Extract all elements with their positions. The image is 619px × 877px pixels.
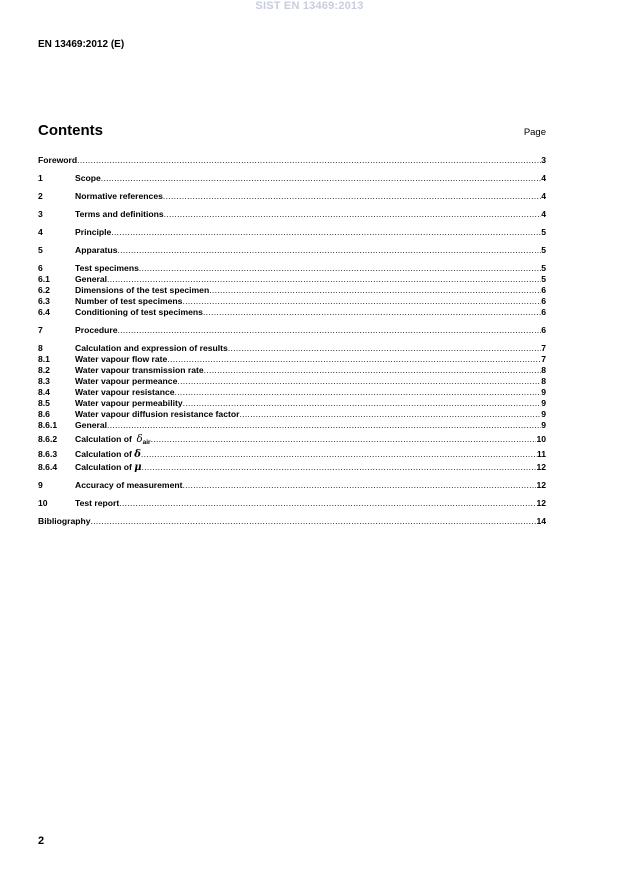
dot-leader (91, 516, 537, 526)
toc-entry-page: 4 (541, 173, 546, 183)
toc-entry-title: General (75, 420, 108, 430)
toc-entry-8-6-1[interactable] (38, 420, 546, 430)
toc-entry-test-report[interactable] (38, 498, 546, 508)
toc-entry-8-5[interactable] (38, 398, 546, 408)
toc-entry-number: 8.2 (38, 365, 50, 375)
toc-entry-title: Principle (75, 227, 112, 237)
toc-entry-6-4[interactable] (38, 307, 546, 317)
toc-entry-number: 7 (38, 325, 43, 335)
toc-entry-number: 8.6 (38, 409, 50, 419)
toc-entry-accuracy[interactable] (38, 480, 546, 490)
toc-entry-page: 3 (541, 155, 546, 165)
toc-entry-title: Foreword (38, 155, 78, 165)
toc-entry-title: Test report (75, 498, 120, 508)
toc-entry-title: Apparatus (75, 245, 118, 255)
toc-entry-page: 6 (541, 325, 546, 335)
dot-leader (119, 498, 536, 508)
dot-leader (175, 387, 542, 397)
dot-leader (204, 365, 542, 375)
toc-entry-number: 8.6.1 (38, 420, 58, 430)
toc-entry-number: 8.5 (38, 398, 50, 408)
toc-entry-page: 11 (536, 449, 546, 459)
toc-entry-6-3[interactable] (38, 296, 546, 306)
toc-entry-8-6-3[interactable] (38, 449, 546, 459)
toc-entry-title: Water vapour permeability (75, 398, 183, 408)
toc-entry-number: 8.6.3 (38, 449, 58, 459)
toc-entry-8-4[interactable] (38, 387, 546, 397)
toc-entry-page: 5 (541, 263, 546, 273)
toc-entry-apparatus[interactable] (38, 245, 546, 255)
toc-entry-number: 6.4 (38, 307, 50, 317)
dot-leader (77, 155, 541, 165)
toc-entry-page: 12 (536, 462, 546, 472)
toc-entry-title: Normative references (75, 191, 163, 201)
toc-entry-title-text: Calculation of (75, 434, 132, 444)
delta-symbol: δ (136, 434, 143, 445)
toc-entry-title (75, 449, 141, 460)
dot-leader (141, 449, 537, 459)
toc-entry-page: 12 (536, 480, 546, 490)
toc-entry-number: 6 (38, 263, 43, 273)
toc-entry-number: 1 (38, 173, 43, 183)
toc-entry-page: 9 (541, 420, 546, 430)
dot-leader (163, 191, 541, 201)
dot-leader (209, 285, 541, 295)
toc-entry-title: Water vapour transmission rate (75, 365, 204, 375)
standard-identifier: EN 13469:2012 (E) (38, 39, 125, 50)
dot-leader (118, 245, 542, 255)
toc-entry-test-specimens[interactable] (38, 263, 546, 273)
toc-entry-title: Water vapour diffusion resistance factor (75, 409, 240, 419)
dot-leader (142, 462, 537, 472)
watermark-text: SIST EN 13469:2013 (255, 0, 364, 12)
dot-leader (203, 307, 541, 317)
toc-entry-8-1[interactable] (38, 354, 546, 364)
toc-entry-page: 10 (536, 434, 546, 444)
toc-entry-title: Terms and definitions (75, 209, 164, 219)
toc-entry-page: 4 (541, 209, 546, 219)
toc-entry-calculation[interactable] (38, 343, 546, 353)
dot-leader (167, 354, 541, 364)
toc-entry-page: 6 (541, 285, 546, 295)
toc-entry-6-1[interactable] (38, 274, 546, 284)
toc-entry-8-6[interactable] (38, 409, 546, 419)
toc-entry-8-6-4[interactable] (38, 462, 546, 472)
toc-entry-number: 8.6.2 (38, 434, 58, 444)
dot-leader (139, 263, 541, 273)
toc-entry-title: Procedure (75, 325, 118, 335)
dot-leader (111, 227, 541, 237)
toc-entry-page: 12 (536, 498, 546, 508)
toc-entry-number: 2 (38, 191, 43, 201)
toc-entry-number: 6.2 (38, 285, 50, 295)
toc-entry-bibliography[interactable] (38, 516, 546, 526)
toc-entry-page: 14 (536, 516, 546, 526)
toc-entry-title-text: Calculation of (75, 462, 132, 472)
toc-entry-title: Accuracy of measurement (75, 480, 183, 490)
toc-entry-title: Water vapour flow rate (75, 354, 168, 364)
toc-entry-title: Calculation and expression of results (75, 343, 228, 353)
dot-leader (151, 434, 537, 444)
toc-entry-title: Number of test specimens (75, 296, 183, 306)
toc-entry-page: 9 (541, 398, 546, 408)
toc-entry-page: 6 (541, 307, 546, 317)
dot-leader (182, 296, 541, 306)
toc-entry-page: 8 (541, 365, 546, 375)
dot-leader (107, 274, 541, 284)
toc-entry-number: 4 (38, 227, 43, 237)
toc-entry-scope[interactable] (38, 173, 546, 183)
toc-entry-number: 3 (38, 209, 43, 219)
toc-entry-number: 9 (38, 480, 43, 490)
dot-leader (101, 173, 541, 183)
toc-entry-number: 8.6.4 (38, 462, 58, 472)
toc-entry-6-2[interactable] (38, 285, 546, 295)
toc-entry-title: Dimensions of the test specimen (75, 285, 210, 295)
dot-leader (239, 409, 541, 419)
toc-entry-page: 9 (541, 409, 546, 419)
toc-entry-foreword[interactable] (38, 155, 546, 165)
dot-leader (118, 325, 542, 335)
toc-entry-title: Conditioning of test specimens (75, 307, 203, 317)
toc-entry-8-3[interactable] (38, 376, 546, 386)
delta-symbol: δ (134, 449, 141, 460)
dot-leader (164, 209, 542, 219)
dot-leader (107, 420, 541, 430)
toc-entry-title: General (75, 274, 108, 284)
toc-entry-title: Bibliography (38, 516, 91, 526)
toc-entry-page: 9 (541, 387, 546, 397)
toc-entry-terms-and-definitions[interactable] (38, 209, 546, 219)
page-number: 2 (38, 835, 45, 847)
toc-entry-page: 7 (541, 343, 546, 353)
toc-entry-title-text: Calculation of (75, 449, 132, 459)
toc-entry-title: Water vapour permeance (75, 376, 178, 386)
toc-entry-number: 8.3 (38, 376, 50, 386)
toc-entry-number: 8.4 (38, 387, 50, 397)
dot-leader (228, 343, 541, 353)
toc-entry-title: Water vapour resistance (75, 387, 175, 397)
dot-leader (183, 398, 542, 408)
toc-entry-page: 7 (541, 354, 546, 364)
toc-entry-title (75, 434, 151, 448)
toc-entry-8-2[interactable] (38, 365, 546, 375)
mu-symbol: μ (134, 462, 142, 473)
toc-entry-number: 8.1 (38, 354, 50, 364)
toc-entry-page: 4 (541, 191, 546, 201)
toc-entry-principle[interactable] (38, 227, 546, 237)
page-column-label: Page (523, 127, 546, 138)
toc-entry-8-6-2[interactable] (38, 434, 546, 444)
toc-entry-normative-references[interactable] (38, 191, 546, 201)
toc-entry-title: Test specimens (75, 263, 139, 273)
page-title: Contents (38, 122, 103, 139)
toc-entry-title: Scope (75, 173, 101, 183)
toc-entry-page: 5 (541, 227, 546, 237)
toc-entry-number: 10 (38, 498, 48, 508)
toc-entry-page: 6 (541, 296, 546, 306)
dot-leader (182, 480, 536, 490)
toc-entry-page: 8 (541, 376, 546, 386)
dot-leader (177, 376, 541, 386)
toc-entry-number: 6.1 (38, 274, 50, 284)
toc-entry-number: 6.3 (38, 296, 50, 306)
table-of-contents (38, 155, 546, 526)
toc-entry-number: 5 (38, 245, 43, 255)
symbol-subscript: air (142, 439, 151, 446)
toc-entry-page: 5 (541, 274, 546, 284)
toc-entry-procedure[interactable] (38, 325, 546, 335)
toc-entry-title (75, 462, 142, 473)
toc-entry-number: 8 (38, 343, 43, 353)
toc-entry-page: 5 (541, 245, 546, 255)
